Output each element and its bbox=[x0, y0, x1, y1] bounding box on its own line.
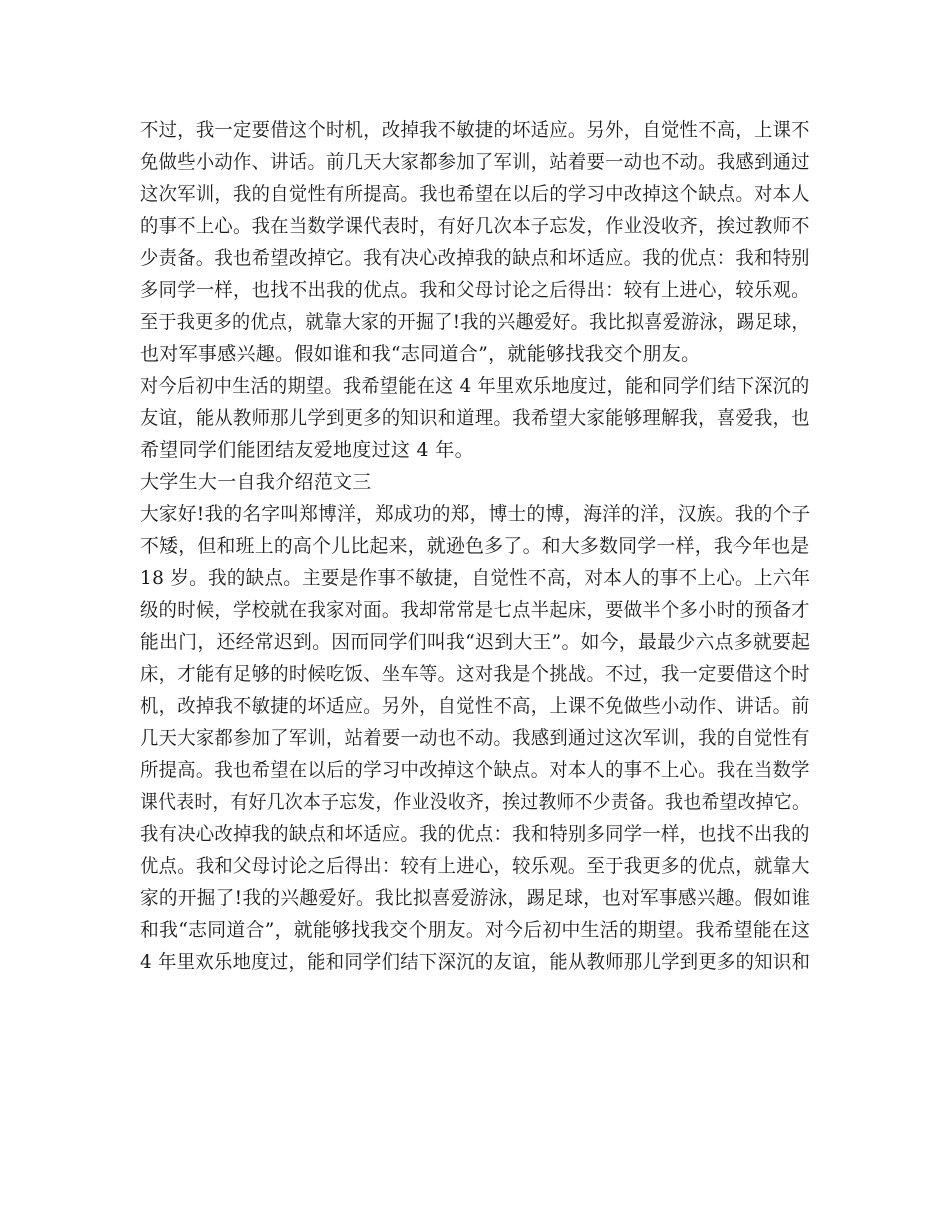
text-line: 的事不上心。我在当数学课代表时，有好几次本子忘发，作业没收齐，挨过教师不 bbox=[140, 215, 810, 237]
text-line: 家的开掘了!我的兴趣爱好。我比拟喜爱游泳，踢足球，也对军事感兴趣。假如谁 bbox=[140, 887, 811, 909]
text-line: 18 岁。我的缺点。主要是作事不敏捷，自觉性不高，对本人的事不上心。上六年 bbox=[140, 567, 811, 589]
text-line: 少责备。我也希望改掉它。我有决心改掉我的缺点和坏适应。我的优点：我和特别 bbox=[140, 247, 810, 269]
text-line: 不过，我一定要借这个时机，改掉我不敏捷的坏适应。另外，自觉性不高，上课不 bbox=[140, 119, 810, 141]
text-line: 机，改掉我不敏捷的坏适应。另外，自觉性不高，上课不免做些小动作、讲话。前 bbox=[140, 695, 810, 717]
text-line: 优点。我和父母讨论之后得出：较有上进心，较乐观。至于我更多的优点，就靠大 bbox=[140, 855, 810, 877]
text-line: 也对军事感兴趣。假如谁和我“志同道合”，就能够找我交个朋友。 bbox=[140, 343, 701, 365]
text-line: 免做些小动作、讲话。前几天大家都参加了军训，站着要一动也不动。我感到通过 bbox=[140, 151, 810, 173]
text-line: 和我“志同道合”，就能够找我交个朋友。对今后初中生活的期望。我希望能在这 bbox=[140, 919, 811, 941]
text-line: 这次军训，我的自觉性有所提高。我也希望在以后的学习中改掉这个缺点。对本人 bbox=[140, 183, 810, 205]
text-line: 至于我更多的优点，就靠大家的开掘了!我的兴趣爱好。我比拟喜爱游泳，踢足球， bbox=[140, 311, 810, 333]
text-line: 多同学一样，也找不出我的优点。我和父母讨论之后得出：较有上进心，较乐观。 bbox=[140, 279, 810, 301]
text-line: 我有决心改掉我的缺点和坏适应。我的优点：我和特别多同学一样，也找不出我的 bbox=[140, 823, 810, 845]
text-line: 课代表时，有好几次本子忘发，作业没收齐，挨过教师不少责备。我也希望改掉它。 bbox=[140, 791, 811, 813]
text-line: 能出门，还经常迟到。因而同学们叫我“迟到大王”。如今，最最少六点多就要起 bbox=[140, 631, 811, 653]
text-line: 床，才能有足够的时候吃饭、坐车等。这对我是个挑战。不过，我一定要借这个时 bbox=[140, 663, 810, 685]
text-line: 几天大家都参加了军训，站着要一动也不动。我感到通过这次军训，我的自觉性有 bbox=[140, 727, 810, 749]
text-line: 友谊，能从教师那儿学到更多的知识和道理。我希望大家能够理解我，喜爱我，也 bbox=[140, 407, 810, 429]
text-line: 不矮，但和班上的高个儿比起来，就逊色多了。和大多数同学一样，我今年也是 bbox=[140, 535, 810, 557]
text-line: 级的时候，学校就在我家对面。我却常常是七点半起床，要做半个多小时的预备才 bbox=[140, 599, 810, 621]
section-heading: 大学生大一自我介绍范文三 bbox=[140, 471, 372, 493]
text-line: 所提高。我也希望在以后的学习中改掉这个缺点。对本人的事不上心。我在当数学 bbox=[140, 759, 810, 781]
text-line: 希望同学们能团结友爱地度过这 4 年。 bbox=[140, 439, 474, 461]
text-line: 4 年里欢乐地度过，能和同学们结下深沉的友谊，能从教师那儿学到更多的知识和 bbox=[140, 951, 811, 973]
text-line: 大家好!我的名字叫郑博洋，郑成功的郑，博士的博，海洋的洋，汉族。我的个子 bbox=[140, 503, 811, 525]
text-line: 对今后初中生活的期望。我希望能在这 4 年里欢乐地度过，能和同学们结下深沉的 bbox=[140, 375, 810, 397]
